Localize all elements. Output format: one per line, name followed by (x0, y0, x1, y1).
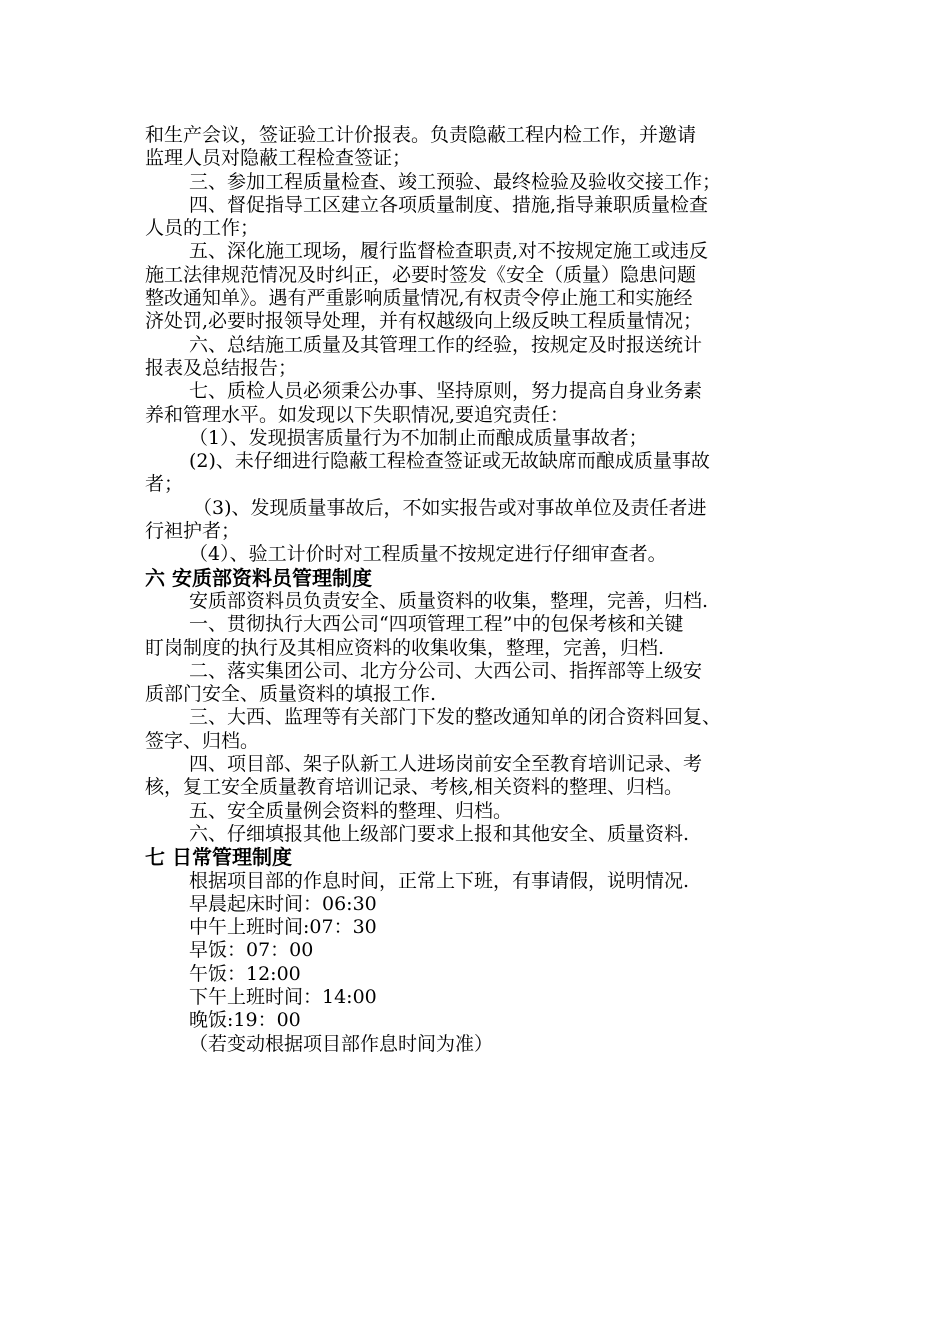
schedule-line: 早饭：07：00 (189, 939, 314, 962)
paragraph-line: 七、质检人员必须秉公办事、坚持原则，努力提高自身业务素 (189, 380, 703, 403)
paragraph-line: 二、落实集团公司、北方分公司、大西公司、指挥部等上级安 (189, 659, 703, 682)
paragraph-line: 质部门安全、质量资料的填报工作. (145, 683, 437, 706)
list-item-line: （1）、发现损害质量行为不加制止而酿成质量事故者； (189, 426, 648, 449)
list-item-line: （4）、验工计价时对工程质量不按规定进行仔细审查者。 (189, 543, 667, 566)
paragraph-line: 和生产会议，签证验工计价报表。负责隐蔽工程内检工作，并邀请 (145, 124, 697, 146)
paragraph-line: 人员的工作； (145, 217, 260, 240)
schedule-line: 中午上班时间:07：30 (189, 916, 377, 939)
paragraph-line: 六、仔细填报其他上级部门要求上报和其他安全、质量资料. (189, 822, 690, 845)
section-heading: 七 日常管理制度 (145, 845, 292, 870)
document-page (145, 124, 825, 1056)
paragraph-line: 盯岗制度的执行及其相应资料的收集收集，整理，完善，归档. (145, 636, 665, 659)
paragraph-line: 施工法律规范情况及时纠正，必要时签发《安全（质量）隐患问题 (145, 263, 697, 286)
paragraph-line: 养和管理水平。如发现以下失职情况,要追究责任： (145, 403, 570, 426)
list-item-line: 者； (145, 473, 184, 496)
paragraph-line: 三、大西、监理等有关部门下发的整改通知单的闭合资料回复、 (189, 706, 722, 729)
paragraph-line: 监理人员对隐蔽工程检查签证； (145, 147, 412, 170)
paragraph-line: 四、督促指导工区建立各项质量制度、措施,指导兼职质量检查 (189, 193, 709, 216)
paragraph-line: 报表及总结报告； (145, 356, 298, 379)
paragraph-line: 一、贯彻执行大西公司“四项管理工程”中的包保考核和关键 (189, 613, 684, 636)
paragraph-line: 核，复工安全质量教育培训记录、考核,相关资料的整理、归档。 (145, 776, 684, 799)
note-line: （若变动根据项目部作息时间为准） (189, 1032, 494, 1055)
paragraph-line: 五、安全质量例会资料的整理、归档。 (189, 799, 513, 822)
paragraph-line: 五、深化施工现场，履行监督检查职责,对不按规定施工或违反 (189, 240, 709, 263)
list-item-line: 行袒护者； (145, 520, 241, 543)
paragraph-line: 根据项目部的作息时间，正常上下班，有事请假，说明情况. (189, 869, 690, 892)
paragraph-line: 六、总结施工质量及其管理工作的经验，按规定及时报送统计 (189, 333, 703, 356)
paragraph-line: 四、项目部、架子队新工人进场岗前安全至教育培训记录、考 (189, 753, 703, 776)
list-item-line: (2)、未仔细进行隐蔽工程检查签证或无故缺席而酿成质量事故 (189, 450, 710, 473)
section-heading: 六 安质部资料员管理制度 (145, 565, 372, 590)
paragraph-line: 整改通知单》。遇有严重影响质量情况,有权责令停止施工和实施经 (145, 287, 693, 310)
paragraph-line: 安质部资料员负责安全、质量资料的收集，整理，完善，归档. (189, 589, 709, 612)
paragraph-line: 三、参加工程质量检查、竣工预验、最终检验及验收交接工作； (189, 170, 722, 193)
schedule-line: 午饭：12:00 (189, 962, 301, 985)
schedule-line: 早晨起床时间：06:30 (189, 892, 377, 915)
schedule-line: 晚饭:19：00 (189, 1009, 301, 1032)
schedule-line: 下午上班时间：14:00 (189, 985, 377, 1008)
list-item-line: （3)、发现质量事故后，不如实报告或对事故单位及责任者进 (193, 496, 707, 519)
paragraph-line: 签字、归档。 (145, 729, 260, 752)
paragraph-line: 济处罚,必要时报领导处理，并有权越级向上级反映工程质量情况； (145, 310, 703, 333)
